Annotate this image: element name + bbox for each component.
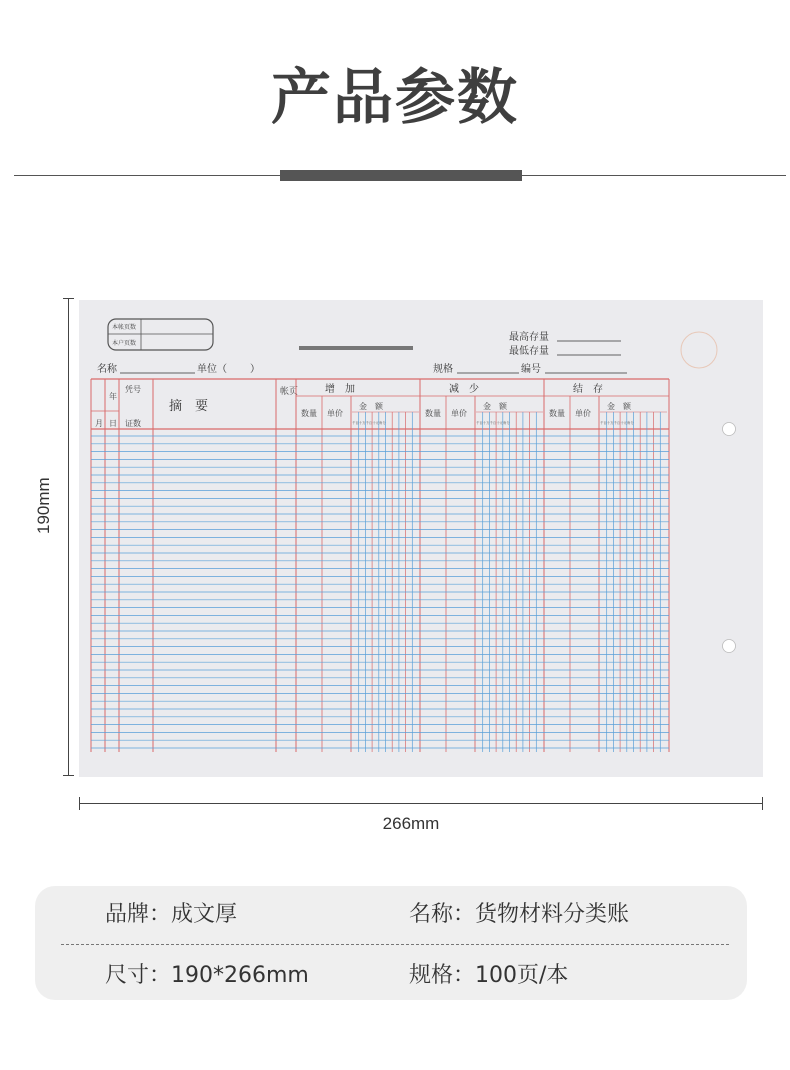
width-dimension-line — [79, 803, 763, 804]
ledger-page-image — [79, 300, 763, 777]
param-brand: 品牌：成文厚 — [105, 902, 238, 927]
ledger-title-bar — [299, 346, 413, 350]
ledger-group-increase: 增 加 — [325, 384, 355, 395]
ledger-digit-labels-2: 千百十万千百十元角分 — [476, 421, 510, 425]
height-dimension-cap-top — [63, 298, 74, 299]
ledger-binder-hole-top — [723, 423, 736, 436]
param-size: 尺寸：190*266mm — [105, 963, 309, 988]
ledger-stamp — [681, 332, 717, 368]
svg-text:数量: 数量 — [549, 409, 565, 418]
ledger-col-year: 年 — [109, 392, 117, 401]
params-divider — [61, 944, 729, 945]
ledger-binder-hole-bottom — [723, 640, 736, 653]
ledger-code: 编号 — [521, 364, 541, 375]
svg-text:单价: 单价 — [575, 409, 591, 418]
svg-text:单价: 单价 — [327, 409, 343, 418]
height-dimension-cap-bottom — [63, 775, 74, 776]
ledger-grid — [91, 379, 669, 752]
height-dimension-label: 190mm — [34, 477, 53, 534]
product-params-card — [35, 886, 747, 1000]
ledger-group-decrease: 减 少 — [449, 384, 479, 395]
ledger-drawing — [79, 300, 763, 777]
title-accent-bar — [280, 170, 522, 181]
ledger-col-voucher: 凭号 — [125, 385, 141, 394]
svg-text:数量: 数量 — [425, 409, 441, 418]
svg-text:数量: 数量 — [301, 409, 317, 418]
ledger-spec: 规格 — [433, 364, 453, 375]
ledger-col-day: 日 — [109, 419, 117, 428]
ledger-digit-labels-1: 千百十万千百十元角分 — [352, 421, 386, 425]
ledger-unit-close: ） — [250, 364, 260, 375]
svg-text:单价: 单价 — [451, 409, 467, 418]
ledger-col-summary: 摘 要 — [169, 399, 209, 414]
width-dimension-cap-left — [79, 797, 80, 810]
ledger-box-label-1: 本帐页数 — [112, 324, 137, 331]
svg-text:金 额: 金 额 — [359, 402, 383, 411]
param-spec: 规格：100页/本 — [409, 963, 569, 988]
height-dimension-line — [68, 298, 69, 775]
ledger-digit-labels-3: 千百十万千百十元角分 — [600, 421, 634, 425]
ledger-col-page: 帐页 — [280, 387, 299, 397]
page-title: 产品参数 — [271, 63, 519, 133]
ledger-box-label-2: 本户页数 — [112, 340, 137, 347]
width-dimension-cap-right — [762, 797, 763, 810]
ledger-col-month: 月 — [95, 419, 103, 428]
ledger-name: 名称 — [97, 364, 117, 375]
svg-text:金 额: 金 额 — [607, 402, 631, 411]
svg-text:金 额: 金 额 — [483, 402, 507, 411]
param-name: 名称：货物材料分类账 — [409, 902, 630, 927]
ledger-col-voucher2: 证数 — [125, 419, 141, 428]
ledger-max-stock: 最高存量 — [509, 332, 549, 343]
width-dimension-label: 266mm — [382, 814, 440, 833]
ledger-group-balance: 结 存 — [573, 384, 603, 395]
ledger-unit: 单位（ — [197, 364, 227, 375]
ledger-min-stock: 最低存量 — [509, 346, 549, 357]
